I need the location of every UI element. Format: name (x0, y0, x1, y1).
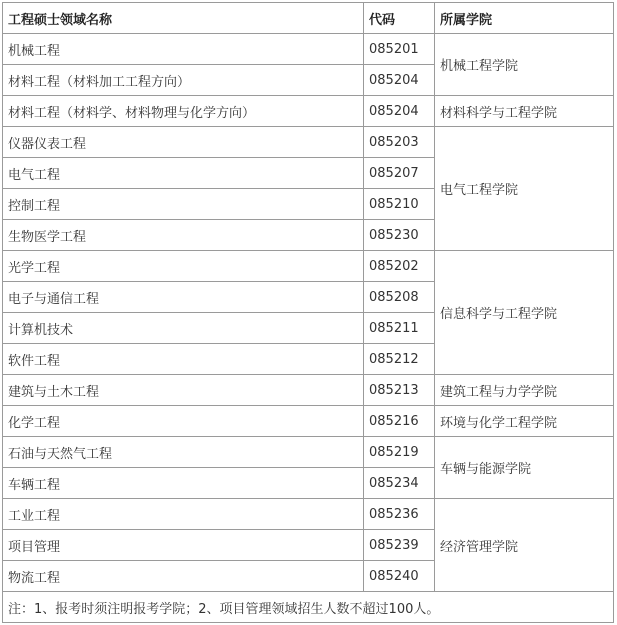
code-cell: 085204 (364, 65, 435, 96)
table-row (3, 96, 614, 127)
college-cell: 机械工程学院 (435, 34, 614, 96)
table-row (3, 251, 614, 282)
college-cell: 车辆与能源学院 (435, 437, 614, 499)
field-name-cell: 软件工程 (3, 344, 364, 375)
field-name-cell: 控制工程 (3, 189, 364, 220)
table-row (3, 34, 614, 65)
header-field-name: 工程硕士领域名称 (3, 3, 364, 34)
code-cell: 085216 (364, 406, 435, 437)
code-cell: 085210 (364, 189, 435, 220)
code-cell: 085236 (364, 499, 435, 530)
college-cell: 电气工程学院 (435, 127, 614, 251)
college-cell: 建筑工程与力学学院 (435, 375, 614, 406)
college-cell: 经济管理学院 (435, 499, 614, 592)
code-cell: 085219 (364, 437, 435, 468)
footnote: 注：1、报考时须注明报考学院；2、项目管理领域招生人数不超过100人。 (3, 592, 614, 623)
code-cell: 085208 (364, 282, 435, 313)
header-college: 所属学院 (435, 3, 614, 34)
field-name-cell: 生物医学工程 (3, 220, 364, 251)
code-cell: 085239 (364, 530, 435, 561)
field-name-cell: 石油与天然气工程 (3, 437, 364, 468)
field-name-cell: 电子与通信工程 (3, 282, 364, 313)
table-row (3, 375, 614, 406)
field-name-cell: 工业工程 (3, 499, 364, 530)
field-name-cell: 机械工程 (3, 34, 364, 65)
field-name-cell: 建筑与土木工程 (3, 375, 364, 406)
table-row (3, 127, 614, 158)
field-name-cell: 材料工程（材料学、材料物理与化学方向） (3, 96, 364, 127)
table-row (3, 406, 614, 437)
code-cell: 085240 (364, 561, 435, 592)
code-cell: 085234 (364, 468, 435, 499)
college-cell: 信息科学与工程学院 (435, 251, 614, 375)
code-cell: 085203 (364, 127, 435, 158)
note-row (3, 592, 614, 623)
field-name-cell: 材料工程（材料加工工程方向） (3, 65, 364, 96)
code-cell: 085202 (364, 251, 435, 282)
code-cell: 085212 (364, 344, 435, 375)
field-name-cell: 光学工程 (3, 251, 364, 282)
college-cell: 材料科学与工程学院 (435, 96, 614, 127)
field-name-cell: 计算机技术 (3, 313, 364, 344)
majors-table (2, 2, 614, 623)
table-row (3, 437, 614, 468)
header-code: 代码 (364, 3, 435, 34)
field-name-cell: 项目管理 (3, 530, 364, 561)
code-cell: 085204 (364, 96, 435, 127)
code-cell: 085213 (364, 375, 435, 406)
field-name-cell: 电气工程 (3, 158, 364, 189)
field-name-cell: 车辆工程 (3, 468, 364, 499)
code-cell: 085201 (364, 34, 435, 65)
field-name-cell: 物流工程 (3, 561, 364, 592)
code-cell: 085211 (364, 313, 435, 344)
field-name-cell: 化学工程 (3, 406, 364, 437)
code-cell: 085207 (364, 158, 435, 189)
header-row (3, 3, 614, 34)
table-row (3, 499, 614, 530)
code-cell: 085230 (364, 220, 435, 251)
field-name-cell: 仪器仪表工程 (3, 127, 364, 158)
college-cell: 环境与化学工程学院 (435, 406, 614, 437)
